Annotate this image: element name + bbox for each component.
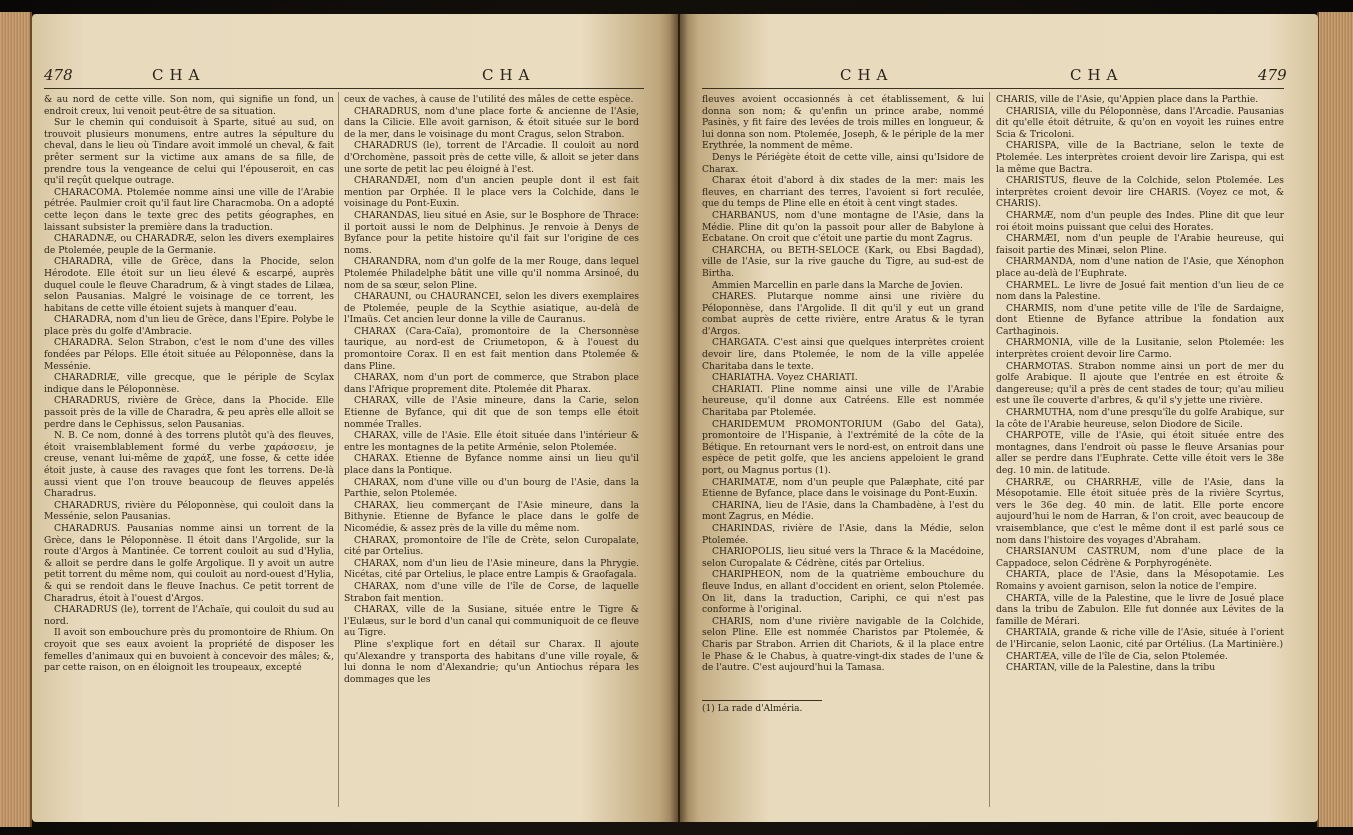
text-paragraph: CHARINDAS, rivière de l'Asie, dans la Médie, selon Ptolemée. [702, 522, 984, 546]
text-paragraph: CHARMUTHA, nom d'une presqu'île du golfe Arabique, sur la côte de l'Arabie heureuse, selon Diodore de Sicile. [996, 407, 1284, 430]
text-paragraph: CHARAX, ville de l'Asie. Elle étoit située dans l'intérieur & entre les montagnes de la petite Arménie, selon Ptolemée. [344, 430, 639, 453]
text-paragraph: CHARANDRA, nom d'un golfe de la mer Rouge, dans lequel Ptolemée Philadelphe bâtit une ville qu'il nomma Arsinoé, du nom de sa sœur, selon Pline. [344, 256, 639, 291]
right-page-number: 479 [1258, 66, 1287, 84]
text-paragraph: CHARBANUS, nom d'une montagne de l'Asie, dans la Médie. Pline dit qu'on la passoit pour aller de Babylone à Ecbatane. On croit que c'étoit une partie du mont Zagrus. [702, 209, 984, 245]
text-paragraph: Pline s'explique fort en détail sur Charax. Il ajoute qu'Alexandre y transporta des habitans d'une ville royale, & lui donna le nom d'Alexandrie; qu'un Antiochus répara les dommages que les [344, 638, 639, 685]
right-header-rule [702, 88, 1284, 89]
footnote-rule [702, 700, 822, 701]
text-paragraph: ceux de vaches, à cause de l'utilité des mâles de cette espèce. [344, 94, 634, 105]
text-paragraph: Ammien Marcellin en parle dans la Marche de Jovien. [712, 279, 963, 291]
text-paragraph: CHARADRA, nom d'un lieu de Grèce, dans l'Epire. Polybe le place près du golfe d'Ambracie. [44, 314, 334, 337]
left-header-left: CHA [152, 66, 206, 84]
text-paragraph: CHARAX, ville de l'Asie mineure, dans la Carie, selon Etienne de Byfance, qui dit que de son temps elle étoit nommée Tralles. [344, 395, 639, 430]
text-paragraph: CHARIS, ville de l'Asie, qu'Appien place dans la Parthie. [996, 94, 1259, 105]
text-paragraph: CHARES. Plutarque nomme ainsi une rivière du Péloponnèse, dans l'Argolide. Il dit qu'il y eut un grand combat auprès de cette rivière, entre Aratus & le tyran d'Argos. [702, 291, 984, 337]
text-paragraph: CHARISPA, ville de la Bactriane, selon le texte de Ptolemée. Les interprètes croient devoir lire Zarispa, qui est la même que Bactra. [996, 140, 1284, 175]
right-header-left: CHA [840, 66, 894, 84]
text-paragraph: CHARIPHEON, nom de la quatrième embouchure du fleuve Indus, en allant d'occident en orient, selon Ptolemée. On lit, dans la traduction, Cariphi, ce qui n'est pas conforme à l'original. [702, 569, 984, 616]
text-paragraph: CHARAX, promontoire de l'île de Crète, selon Curopalate, cité par Ortelius. [344, 534, 639, 558]
text-paragraph: N. B. Ce nom, donné à des torrens plutôt qu'à des fleuves, étoit vraisemblablement formé du verbe χαράσσειν, je creuse, venant lui-même de χαράξ, une fosse, & cette idée étoit juste, à cause des ravages que font les torrens. De-là aussi vient que l'on trouve beaucoup de fleuves appelés Charadrus. [44, 430, 334, 500]
text-paragraph: CHARADRUS, rivière de Grèce, dans la Phocide. Elle passoit près de la ville de Charadra, & peu après elle alloit se perdre dans le Cephissus, selon Pausanias. [44, 395, 334, 430]
text-paragraph: CHARIMATÆ, nom d'un peuple que Palæphate, cité par Etienne de Byfance, place dans le voisinage du Pont-Euxin. [702, 476, 984, 500]
left-column-1 [44, 94, 334, 674]
text-paragraph: CHARADRUS, nom d'une place forte & ancienne de l'Asie, dans la Cilicie. Elle avoit garnison, & étoit située sur le bord de la mer, dans le voisinage du mont Cragus, selon Strabon. [344, 105, 639, 140]
text-paragraph: CHARCHA, ou BETH-SELOCE (Kark, ou Ebsi Bagdad), ville de l'Asie, sur la rive gauche du Tigre, au sud-est de Birtha. [702, 244, 984, 279]
text-paragraph: CHARISIA, ville du Péloponnèse, dans l'Arcadie. Pausanias dit qu'elle étoit détruite, & qu'on en voyoit les ruines entre Scia & Tricoloni. [996, 105, 1284, 140]
text-paragraph: CHARIS, nom d'une rivière navigable de la Colchide, selon Pline. Elle est nommée Charistos par Ptolemée, & Charis par Strabon. Arrien dit Chariots, & il la place entre le Phase & le Chabus, à quatre-vingt-dix stades de l'une & de l'autre. C'est aujourd'hui la Tamasa. [702, 615, 984, 674]
left-header-right: CHA [482, 66, 536, 84]
text-paragraph: CHARAX. Etienne de Byfance nomme ainsi un lieu qu'il place dans la Pontique. [344, 453, 639, 476]
right-column-2 [996, 94, 1284, 674]
text-paragraph: CHARMOTAS. Strabon nomme ainsi un port de mer du golfe Arabique. Il ajoute que l'entrée en est étroite & dangereuse; qu'il a près de cent stades de tour; qu'au milieu est une île couverte d'arbres, & qu'il s'y jette une rivière. [996, 360, 1284, 407]
text-paragraph: CHARTA, place de l'Asie, dans la Mésopotamie. Les Romains y avoient garnison, selon la notice de l'empire. [996, 569, 1284, 592]
text-paragraph: CHARMÆI, nom d'un peuple de l'Arabie heureuse, qui faisoit partie des Minæi, selon Pline. [996, 233, 1284, 256]
text-paragraph: CHARGATA. C'est ainsi que quelques interprètes croient devoir lire, dans Ptolemée, le nom de la ville appelée Charitaba dans le texte. [702, 337, 984, 372]
left-header-rule [44, 88, 644, 89]
text-paragraph: CHARTAN, ville de la Palestine, dans la tribu [1006, 662, 1216, 674]
left-page [32, 14, 678, 822]
text-paragraph: Denys le Périégète étoit de cette ville, ainsi qu'Isidore de Charax. [702, 151, 984, 175]
text-paragraph: CHARIOPOLIS, lieu situé vers la Thrace & la Macédoine, selon Curopalate & Cédrène, cités par Ortelius. [702, 546, 984, 569]
text-paragraph: CHARMEL. Le livre de Josué fait mention d'un lieu de ce nom dans la Palestine. [996, 279, 1284, 303]
text-paragraph: CHARADRUS, rivière du Péloponnèse, qui couloit dans la Messénie, selon Pausanias. [44, 499, 334, 523]
book-gutter [670, 14, 688, 822]
page-edges-right [1317, 12, 1353, 827]
text-paragraph: CHARMANDA, nom d'une nation de l'Asie, que Xénophon place au-delà de l'Euphrate. [996, 256, 1284, 279]
text-paragraph: CHARADRA. Selon Strabon, c'est le nom d'une des villes fondées par Pélops. Elle étoit située au Péloponnèse, dans la Messénie. [44, 337, 334, 372]
text-paragraph: CHARAX, nom d'une ville ou d'un bourg de l'Asie, dans la Parthie, selon Ptolemée. [344, 476, 639, 500]
text-paragraph: CHARADNÆ, ou CHARADRÆ, selon les divers exemplaires de Ptolemée, peuple de la Germanie. [44, 233, 334, 256]
text-paragraph: CHARAX, lieu commerçant de l'Asie mineure, dans la Bithynie. Etienne de Byfance le place dans le golfe de Nicomédie, & assez près de la ville du même nom. [344, 499, 639, 534]
right-page [680, 14, 1318, 822]
text-paragraph: Sur le chemin qui conduisoit à Sparte, situé au sud, on trouvoit plusieurs monumens, entre autres la sépulture du cheval, dans le lieu où Tindare avoit immolé un cheval, & fait prêter serment sur la victime aux amans de sa fille, de prendre tous la vengeance de celui qui l'épouseroit, en cas qu'il reçût quelque outrage. [44, 117, 334, 187]
left-column-2 [344, 94, 639, 685]
text-paragraph: CHARIDEMUM PROMONTORIUM (Gabo del Gata), promontoire de l'Hispanie, à l'extrémité de la côte de la Bétique. En retournant vers le nord-est, on entroit dans une espèce de petit golfe, que les anciens appeloient le grand port, ou Magnus portus (1). [702, 418, 984, 476]
page-edges-left [0, 12, 32, 827]
text-paragraph: CHARISTUS, fleuve de la Colchide, selon Ptolemée. Les interprètes croient devoir lire CHARIS. (Voyez ce mot, & CHARIS). [996, 175, 1284, 210]
text-paragraph: & au nord de cette ville. Son nom, qui signifie un fond, un endroit creux, lui venoit peut-être de sa situation. [44, 94, 334, 117]
text-paragraph: fleuves avoient occasionnés à cet établissement, & lui donna son nom; & qu'enfin un prince arabe, nommé Pasinès, y fit faire des levées de trois milles en longueur, & lui donna son nom. Ptolemée, Joseph, & le périple de la mer Erythrée, la nomment de même. [702, 94, 984, 152]
text-paragraph: CHARMIS, nom d'une petite ville de l'île de Sardaigne, dont Etienne de Byfance attribue la fondation aux Carthaginois. [996, 302, 1284, 337]
text-paragraph: CHARIATHA. Voyez CHARIATI. [712, 372, 858, 384]
left-page-number: 478 [44, 66, 73, 84]
text-paragraph: CHARAX, nom d'un port de commerce, que Strabon place dans l'Afrique proprement dite. Ptolemée dit Pharax. [344, 372, 639, 395]
text-paragraph: CHARANDÆI, nom d'un ancien peuple dont il est fait mention par Orphée. Il le place vers la Colchide, dans le voisinage du Pont-Euxin. [344, 175, 639, 210]
text-paragraph: CHARADRIÆ, ville grecque, que le périple de Scylax indique dans le Péloponnèse. [44, 372, 334, 395]
left-column-separator [338, 92, 339, 807]
footnote: (1) La rade d'Alméria. [702, 704, 803, 714]
text-paragraph: CHARMÆ, nom d'un peuple des Indes. Pline dit que leur roi étoit moins puissant que celui des Horates. [996, 209, 1284, 233]
text-paragraph: Il avoit son embouchure près du promontoire de Rhium. On croyoit que ses eaux avoient la propriété de disposer les femelles d'animaux qui en buvoient à concevoir des mâles; &, par cette raison, on en éloignoit les troupeaux, excepté [44, 627, 334, 674]
text-paragraph: CHARACOMA. Ptolemée nomme ainsi une ville de l'Arabie pétrée. Paulmier croit qu'il faut lire Characmoba. On a adopté cette leçon dans le texte grec des petits géographes, en laissant subsister la première dans la traduction. [44, 186, 334, 233]
text-paragraph: CHARADRUS (le), torrent de l'Arcadie. Il couloit au nord d'Orchomène, passoit près de cette ville, & alloit se jeter dans une sorte de petit lac peu éloigné à l'est. [344, 140, 639, 175]
text-paragraph: CHARADRUS (le), torrent de l'Achaïe, qui couloit du sud au nord. [44, 604, 334, 627]
text-paragraph: CHARAX, nom d'un lieu de l'Asie mineure, dans la Phrygie. Nicétas, cité par Ortelius, le place entre Lampis & Graofagala. [344, 557, 639, 581]
text-paragraph: CHARANDAS, lieu situé en Asie, sur le Bosphore de Thrace: il portoit aussi le nom de Delphinus. Je renvoie à Denys de Byfance pour la petite histoire qu'il fait sur l'origine de ces noms. [344, 209, 639, 256]
text-paragraph: CHARINA, lieu de l'Asie, dans la Chambadène, à l'est du mont Zagrus, en Médie. [702, 499, 984, 523]
text-paragraph: CHARRÆ, ou CHARRHÆ, ville de l'Asie, dans la Mésopotamie. Elle étoit située près de la rivière Scyrtus, vers le 36e deg. 40 min. de latit. Elle porte encore aujourd'hui le nom de Harran, & l'on croit, avec beaucoup de vraisemblance, que c'est le même dont il est parlé sous ce nom dans l'histoire des voyages d'Abraham. [996, 476, 1284, 546]
text-paragraph: CHARTAIA, grande & riche ville de l'Asie, située à l'orient de l'Hircanie, selon Laonic, cité par Ortélius. (La Martinière.) [996, 627, 1284, 650]
text-paragraph: CHARSIANUM CASTRUM, nom d'une place de la Cappadoce, selon Cédrène & Porphyrogénète. [996, 546, 1284, 569]
text-paragraph: CHARMONIA, ville de la Lusitanie, selon Ptolemée: les interprètes croient devoir lire Carmo. [996, 337, 1284, 361]
right-header-right: CHA [1070, 66, 1124, 84]
text-paragraph: CHARAUNI, ou CHAURANCEI, selon les divers exemplaires de Ptolemée, peuple de la Scythie asiatique, au-delà de l'Imaüs. Cet ancien leur donne la ville de Cauranus. [344, 291, 639, 326]
text-paragraph: CHARPOTE, ville de l'Asie, qui étoit située entre des montagnes, dans l'endroit où passe le fleuve Arsanias pour aller se perdre dans l'Euphrate. Cette ville étoit vers le 38e deg. 10 min. de latitude. [996, 430, 1284, 476]
text-paragraph: CHARTÆA, ville de l'île de Cia, selon Ptolemée. [1006, 650, 1228, 662]
text-paragraph: Charax étoit d'abord à dix stades de la mer: mais les fleuves, en charriant des terres, l'avoient si fort reculée, que du temps de Pline elle en étoit à cent vingt stades. [702, 175, 984, 210]
text-paragraph: CHARAX (Cara-Caïa), promontoire de la Chersonnèse taurique, au nord-est de Criumetopon, & à l'ouest du promontoire Corax. Il en est fait mention dans Ptolemée & dans Pline. [344, 325, 639, 372]
right-column-1 [702, 94, 984, 674]
text-paragraph: CHARADRUS. Pausanias nomme ainsi un torrent de la Grèce, dans le Péloponnèse. Il étoit dans l'Argolide, sur la route d'Argos à Mantinée. Ce torrent couloit au sud d'Hylia, & alloit se perdre dans le golfe Argolique. Il y avoit un autre petit torrent du même nom, qui couloit au nord-ouest d'Hylia, & qui se rendoit dans le fleuve Inachus. Ce petit torrent de Charadrus, étoit à l'ouest d'Argos. [44, 522, 334, 604]
text-paragraph: CHARADRA, ville de Grèce, dans la Phocide, selon Hérodote. Elle étoit sur un lieu élevé & escarpé, auprès duquel coule le fleuve Charadrum, & à vingt stades de Lilæa, selon Pausanias. Malgré le voisinage de ce torrent, les habitans de cette ville étoient sujets à manquer d'eau. [44, 256, 334, 314]
text-paragraph: CHARAX, nom d'une ville de l'île de Corse, de laquelle Strabon fait mention. [344, 580, 639, 604]
right-column-separator [989, 92, 990, 807]
text-paragraph: CHARIATI. Pline nomme ainsi une ville de l'Arabie heureuse, qu'il donne aux Catréens. Elle est nommée Charitaba par Ptolemée. [702, 383, 984, 419]
text-paragraph: CHARTA, ville de la Palestine, que le livre de Josué place dans la tribu de Zabulon. Elle fut donnée aux Lévites de la famille de Mérari. [996, 592, 1284, 627]
text-paragraph: CHARAX, ville de la Susiane, située entre le Tigre & l'Eulæus, sur le bord d'un canal qui communiquoit de ce fleuve au Tigre. [344, 604, 639, 639]
